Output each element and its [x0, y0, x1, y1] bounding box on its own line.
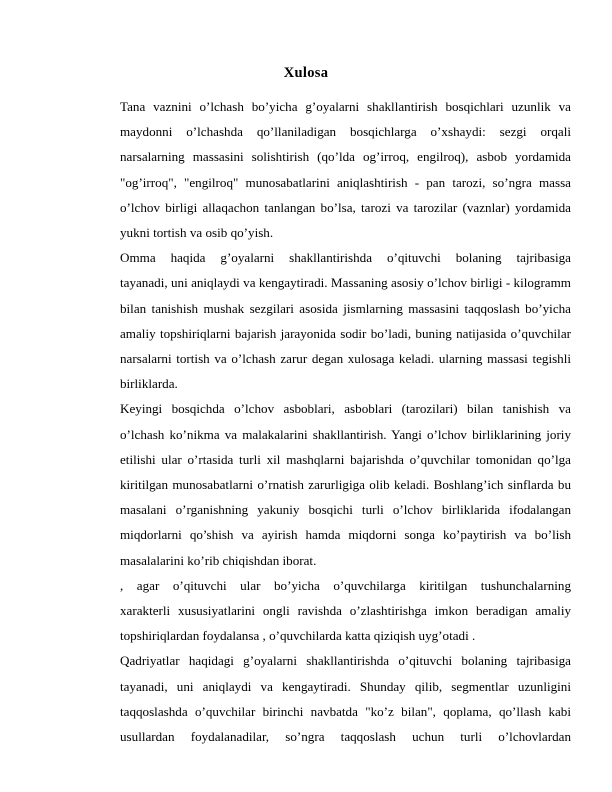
text-line: Tana vaznini o’lchash bo’yicha g’oyalarni shakllantirish bosqichlari uzunlik va: [120, 99, 571, 114]
text-line: miqdorlarni qo’shish va ayirish hamda miqdorni songa ko’paytirish va bo’lish: [120, 527, 571, 543]
text-line: , agar o’qituvchi ular bo’yicha o’quvchilarga kiritilgan tushunchalarning: [120, 577, 571, 593]
paragraph-5: [120, 648, 571, 749]
text-line: usullardan foydalanadilar, so’ngra taqqoslash uchun turli o’lchovlardan: [120, 729, 571, 745]
text-line: taqqoslashda o’quvchilar birinchi navbatda "ko’z bilan", qoplama, qo’llash kabi: [120, 703, 571, 719]
text-line: bilan tanishish mushak sezgilari asosida jismlarning massasini taqqoslash bo’yicha: [120, 300, 571, 316]
text-line: "og’irroq", "engilroq" munosabatlarini aniqlashtirish - pan tarozi, so’ngra massa: [120, 174, 571, 190]
paragraph-2: [120, 245, 571, 396]
text-line: kiritilgan munosabatlarni o’rnatish zarurligiga olib keladi. Boshlang’ich sinflarda bu: [120, 477, 571, 493]
text-line: o’lchash ko’nikma va malakalarini shakllantirish. Yangi o’lchov birliklarining joriy: [120, 426, 571, 442]
text-line: Omma haqida g’oyalarni shakllantirishda o’qituvchi bolaning tajribasiga: [120, 250, 571, 266]
text-line: tayanadi, uni aniqlaydi va kengaytiradi. Massaning asosiy o’lchov birligi - kilogramm: [120, 275, 571, 291]
paragraph-1: [120, 94, 571, 245]
text-line: amaliy topshiriqlarni bajarish jarayonida sodir bo’ladi, buning natijasida o’quvchilar: [120, 325, 571, 341]
text-line: maydonni o’lchashda qo’llaniladigan bosqichlarga o’xshaydi: sezgi orqali: [120, 124, 571, 140]
text-line: narsalarning massasini solishtirish (qo’lda og’irroq, engilroq), asbob yordamida: [120, 149, 571, 165]
text-line: topshiriqlardan foydalansa , o’quvchilarda katta qiziqish uyg’otadi .: [120, 628, 476, 644]
text-line: xarakterli xususiyatlarini ongli ravishda o’zlashtirishga imkon beradigan amaliy: [120, 603, 571, 619]
document-body: [120, 94, 571, 749]
text-line: tayanadi, uni aniqlaydi va kengaytiradi. Shunday qilib, segmentlar uzunligini: [120, 678, 571, 694]
text-line: masalalarini ko’rib chiqishdan iborat.: [120, 552, 317, 568]
text-line: etilishi ular o’rtasida turli xil mashqlarni bajarishda o’quvchilar tomonidan qo’lga: [120, 451, 571, 467]
document-title: Xulosa: [283, 65, 329, 81]
text-line: o’lchov birligi allaqachon tanlangan bo’lsa, tarozi va tarozilar (vaznlar) yordamida: [120, 199, 571, 215]
text-line: masalani o’rganishning yakuniy bosqichi turli o’lchov birliklarida ifodalangan: [120, 502, 571, 518]
paragraph-4: [120, 573, 571, 649]
paragraph-3: [120, 396, 571, 572]
text-line: birliklarda.: [120, 376, 178, 392]
text-line: Qadriyatlar haqidagi g’oyalarni shakllantirishda o’qituvchi bolaning tajribasiga: [120, 653, 571, 669]
text-line: narsalarni tortish va o’lchash zarur degan xulosaga keladi. ularning massasi tegishli: [120, 351, 571, 367]
text-line: Keyingi bosqichda o’lchov asboblari, asboblari (tarozilari) bilan tanishish va: [120, 401, 571, 417]
text-line: yukni tortish va osib qo’yish.: [120, 225, 274, 241]
